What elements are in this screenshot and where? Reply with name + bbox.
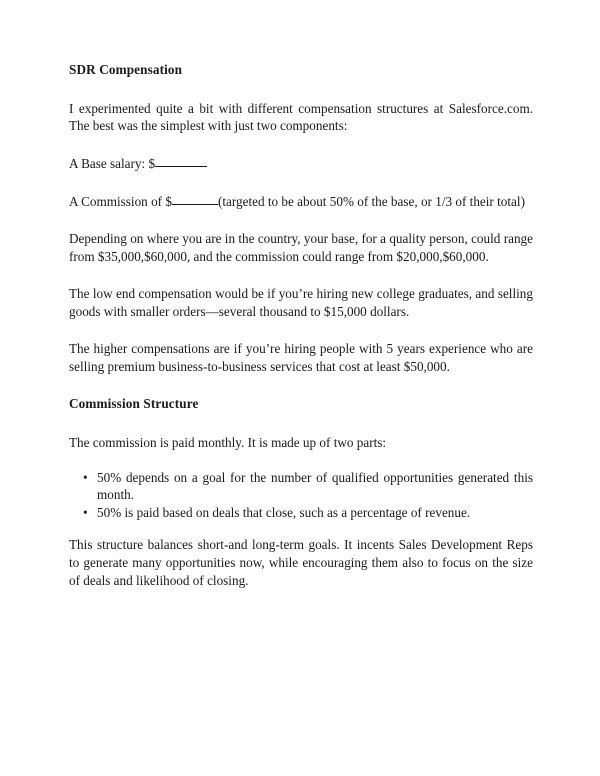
spacer [69,79,533,100]
list-item [69,504,533,522]
salary-range-paragraph: Depending on where you are in the country, your base, for a quality person, could range from $35,000,$60,000, and the commission could range from $20,000,$60,000. [69,231,533,264]
base-salary-line [69,155,533,173]
base-salary-label: A Base salary: $ [69,155,156,171]
commission-label: A Commission of $ [69,193,172,209]
list-item [69,469,533,504]
commission-intro-paragraph: The commission is paid monthly. It is made up of two parts: [69,435,387,451]
spacer [69,521,533,536]
page-title: SDR Compensation [69,62,183,77]
spacer [69,173,533,193]
low-end-paragraph: The low end compensation would be if you’re hiring new college graduates, and selling goods with smaller orders—several thousand to $15,000 dollars. [69,286,533,319]
high-end-paragraph: The higher compensations are if you’re hiring people with 5 years experience who are selling premium business-to-business services that cost at least $50,000. [69,341,533,374]
list-item-label: 50% depends on a goal for the number of qualified opportunities generated this month. [97,469,533,503]
base-salary-blank[interactable] [155,166,207,167]
commission-parts-list [69,469,533,522]
commission-line [69,193,533,211]
list-item-label: 50% is paid based on deals that close, such as a percentage of revenue. [97,504,471,520]
spacer [69,413,533,434]
bullet-icon: • [83,504,88,520]
spacer [69,135,533,155]
commission-note: (targeted to be about 50% of the base, or 1/3 of their total) [217,193,525,209]
closing-paragraph: This structure balances short-and long-term goals. It incents Sales Development Reps to generate many opportunities now, while encouraging them also to focus on the size of deals and likelihood of closing. [69,537,533,588]
commission-blank[interactable] [172,204,218,205]
spacer [69,320,533,340]
commission-structure-heading: Commission Structure [69,396,199,412]
spacer [69,375,533,396]
intro-paragraph: I experimented quite a bit with different compensation structures at Salesforce.com. The best was the simplest with just two components: [69,100,533,134]
spacer [69,452,533,469]
bullet-icon: • [83,469,88,485]
spacer [69,210,533,230]
document-body [69,62,533,589]
spacer [69,265,533,285]
